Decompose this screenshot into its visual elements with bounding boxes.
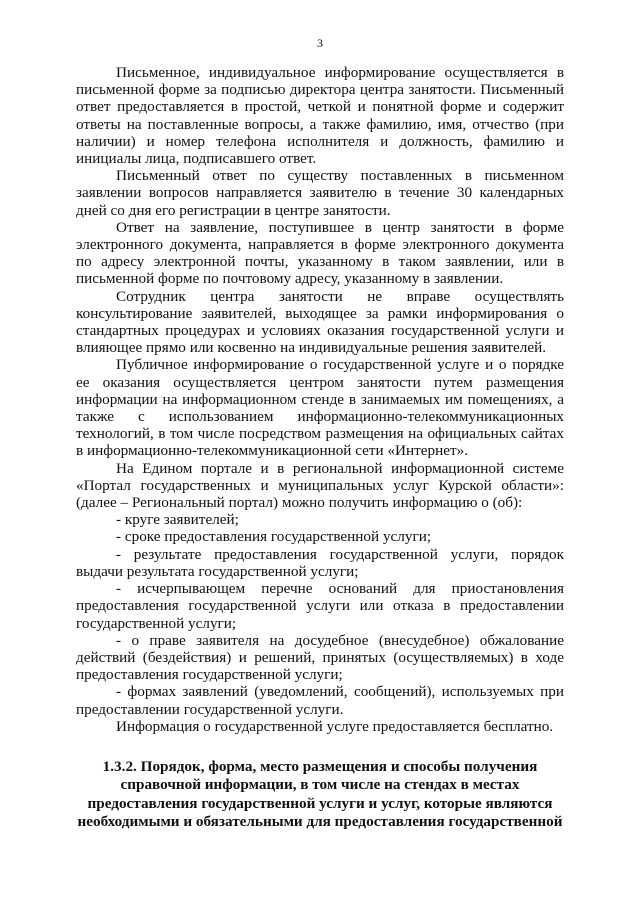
- page-number: 3: [317, 36, 323, 50]
- paragraph-written-info: Письменное, индивидуальное информирование осуществляется в письменной форме за подписью директора центра занятости. Письменный ответ предоставляется в простой, четкой и понятной форме и содержит ответы на поставленные вопросы, а также фамилию, имя, отчество (при наличии) и номер телефона исполнителя и должность, фамилию и инициалы лица, подписавшего ответ.: [76, 64, 564, 168]
- document-body: [76, 64, 564, 735]
- list-item: - сроке предоставления государственной услуги;: [116, 528, 432, 546]
- list-item: - о праве заявителя на досудебное (внесудебное) обжалование действий (бездействия) и решений, принятых (осуществляемых) в ходе предоставления государственной услуги;: [76, 631, 564, 684]
- paragraph-written-response-term: Письменный ответ по существу поставленных в письменном заявлении вопросов направляется заявителю в течение 30 календарных дней со дня его регистрации в центре занятости.: [76, 167, 564, 219]
- paragraph-portal-info: На Едином портале и в региональной информационной системе «Портал государственных и муниципальных услуг Курской области»: (далее – Региональный портал) можно получить информацию о (об):: [76, 459, 564, 512]
- paragraph-free-of-charge: Информация о государственной услуге предоставляется бесплатно.: [116, 717, 554, 735]
- paragraph-public-info: Публичное информирование о государственной услуге и о порядке ее оказания осуществляется центром занятости путем размещения информации на информационном стенде в занимаемых им помещениях, а также с использованием информационно-телекоммуникационных технологий, в том числе посредством размещения на официальных сайтах в информационно-телекоммуникационной сети «Интернет».: [76, 356, 564, 460]
- list-item: - круге заявителей;: [116, 511, 239, 529]
- list-item: - исчерпывающем перечне оснований для приостановления предоставления государственной услуги или отказа в предоставлении государственной услуги;: [76, 580, 564, 632]
- paragraph-consulting-limits: Сотрудник центра занятости не вправе осуществлять консультирование заявителей, выходящее за рамки информирования о стандартных процедурах и условиях оказания государственной услуги и влияющее прямо или косвенно на индивидуальные решения заявителей.: [76, 287, 564, 357]
- paragraph-electronic-response: Ответ на заявление, поступившее в центр занятости в форме электронного документа, направляется в форме электронного документа по адресу электронной почты, указанному в таком заявлении, или в письменной форме по почтовому адресу, указанному в заявлении.: [76, 218, 564, 288]
- section-heading: 1.3.2. Порядок, форма, место размещения и способы получения справочной информации, в том числе на стендах в местах предоставления государственной услуги и услуг, которые являются необходимыми и обязательными для предоставления государственной: [77, 758, 563, 831]
- list-item: - формах заявлений (уведомлений, сообщений), используемых при предоставлении государственной услуги.: [76, 683, 564, 718]
- list-item: - результате предоставления государственной услуги, порядок выдачи результата государственной услуги;: [76, 545, 564, 580]
